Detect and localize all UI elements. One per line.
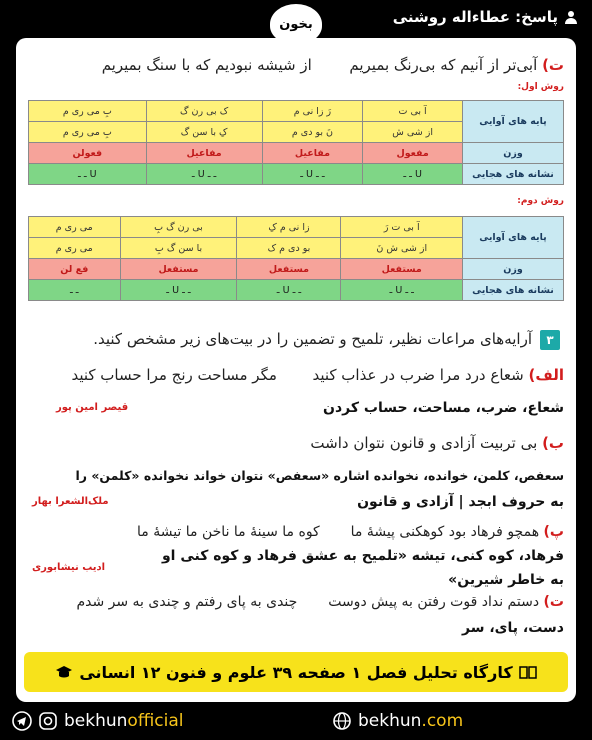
footer — [0, 704, 592, 740]
banner-text: کارگاه تحلیل فصل ۱ صفحه ۳۹ علوم و فنون ۱۲ انسانی — [79, 662, 513, 682]
verse-pe: پ) همچو فرهاد بود کوهکنی پیشهٔ ما کوه ما سینهٔ ما ناخن ما تیشهٔ ما — [137, 524, 564, 540]
poet-pe: ادیب نیشابوری — [32, 562, 106, 573]
table-cell: آ بی ت — [363, 101, 463, 122]
bekhun-logo: بخون — [270, 4, 322, 44]
table-row — [29, 164, 564, 185]
author-line — [393, 8, 578, 26]
social-handle[interactable]: bekhunofficial — [12, 711, 183, 731]
book-icon — [519, 665, 537, 679]
answer-pe-2: به خاطر شیرین» — [448, 572, 564, 588]
answer-pe-1: فرهاد، کوه کنی، تیشه «تلمیح به عشق فرهاد و کوه کنی او — [161, 548, 564, 564]
table-cell: زا نی م کِ — [237, 217, 341, 238]
row-header: نشانه های هجایی — [463, 280, 564, 301]
instagram-icon[interactable] — [38, 711, 58, 731]
table-cell: ـ ـ — [29, 280, 121, 301]
table-cell: ـ ـ U ـ — [120, 280, 237, 301]
chapter-banner — [24, 652, 568, 692]
method-2-label: روش دوم: — [517, 196, 564, 206]
table-cell: ک بی رن گ — [146, 101, 262, 122]
answer-te: دست، پای، سر — [462, 620, 564, 636]
table-cell: رَ زا نی م — [262, 101, 363, 122]
syllable-table-2 — [28, 216, 564, 301]
verse-alef: الف) شعاع درد مرا ضرب در عذاب کنید مگر مساحت رنج مرا حساب کنید — [71, 366, 564, 384]
table-cell: مستفعل — [341, 259, 463, 280]
answer-alef: شعاع، ضرب، مساحت، حساب کردن — [323, 400, 564, 416]
table-row — [29, 101, 564, 122]
author-name: پاسخ: عطاءاله روشنی — [392, 8, 558, 26]
poet-alef: قیصر امین پور — [56, 402, 129, 413]
table-cell: آ بی ت رَ — [341, 217, 463, 238]
answer-be-1: سعفص، کلمن، خوانده، نخوانده اشاره «سعفص» نتوان خواند نخوانده «کلمن» را — [75, 468, 564, 483]
table-cell: مفاعیل — [146, 143, 262, 164]
table-row — [29, 143, 564, 164]
method-1-label: روش اول: — [517, 82, 564, 92]
table-cell: بِ می ری م — [29, 122, 147, 143]
table-row — [29, 217, 564, 238]
table-cell: ـ ـ U ـ — [237, 280, 341, 301]
user-icon — [564, 10, 578, 24]
verse-be: ب) بی تربیت آزادی و قانون نتوان داشت — [310, 434, 564, 452]
row-header: پایه های آوایی — [463, 101, 564, 143]
row-header: پایه های آوایی — [463, 217, 564, 259]
q1-verse: ت) آبی‌تر از آنیم که بی‌رنگ بمیریم از شیشه نبودیم که با سنگ بمیریم — [101, 56, 564, 74]
table-cell: می ری م — [29, 238, 121, 259]
table-cell: می ری م — [29, 217, 121, 238]
question-prompt: آرایه‌های مراعات نظیر، تلمیح و تضمین را در بیت‌های زیر مشخص کنید. — [93, 330, 532, 348]
table-row — [29, 280, 564, 301]
table-cell: مفاعیل — [262, 143, 363, 164]
row-header: وزن — [463, 143, 564, 164]
row-header: نشانه های هجایی — [463, 164, 564, 185]
table-cell: مستفعل — [237, 259, 341, 280]
table-row — [29, 259, 564, 280]
table-cell: ـ ـ U ـ — [146, 164, 262, 185]
table-cell: از شی ش — [363, 122, 463, 143]
syllable-table-1 — [28, 100, 564, 185]
answer-be-2: به حروف ابجد | آزادی و قانون — [357, 494, 564, 510]
telegram-icon[interactable] — [12, 711, 32, 731]
verse-te: ت) دستم نداد قوت رفتن به پیش دوست چندی به پای رفتم و چندی به سر شدم — [76, 594, 564, 610]
table-cell: ـ ـ U ـ — [341, 280, 463, 301]
table-cell: U ـ ـ — [363, 164, 463, 185]
poet-be: ملک‌الشعرا بهار — [32, 496, 109, 507]
table-cell: با سن گ بِ — [120, 238, 237, 259]
globe-icon — [332, 711, 352, 731]
table-cell: نَ بو دی م — [262, 122, 363, 143]
row-header: وزن — [463, 259, 564, 280]
table-cell: ـ ـ U ـ — [262, 164, 363, 185]
table-cell: بو دی م ک — [237, 238, 341, 259]
question-number-badge: ۳ — [540, 330, 560, 350]
table-cell: بِ می ری م — [29, 101, 147, 122]
table-cell: کِ با سن گ — [146, 122, 262, 143]
graduation-cap-icon — [55, 665, 73, 679]
content-card — [16, 38, 576, 702]
table-cell: مفعول — [363, 143, 463, 164]
table-cell: از شی ش نَ — [341, 238, 463, 259]
table-cell: U ـ ـ — [29, 164, 147, 185]
website-link[interactable]: bekhun.com — [332, 711, 463, 731]
table-cell: فعولن — [29, 143, 147, 164]
table-cell: بی رن گ بِ — [120, 217, 237, 238]
table-cell: مستفعل — [120, 259, 237, 280]
table-cell: فع لن — [29, 259, 121, 280]
